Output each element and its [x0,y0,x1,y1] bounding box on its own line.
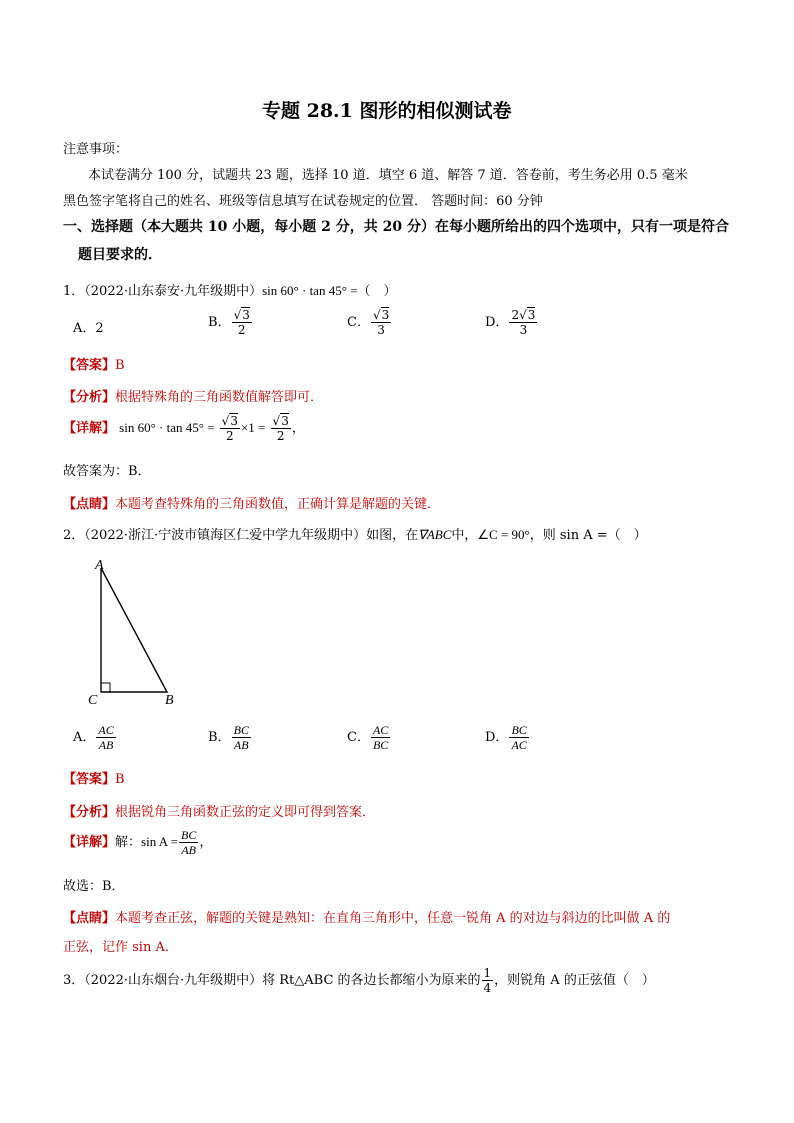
q1-option-a: A．2 [73,321,104,336]
q1-comment: 【点睛】本题考查特殊角的三角函数值，正确计算是解题的关键． [63,497,441,512]
q1-option-b: B． $\frac{√3}{2}$ [208,308,250,337]
notice-heading: 注意事项： [63,142,129,157]
notice-line-2: 黑色签字笔将自己的姓名、班级等信息填写在试卷规定的位置． 答题时间：60 分钟 [63,194,543,209]
q1-answer: 【答案】B [63,358,125,373]
q2-conclusion: 故选：B． [63,879,125,894]
q3-stem: 3．（2022·山东烟台·九年级期中）将 Rt△ABC 的各边长都缩小为原来的 $\frac{1}{4}$ ，则锐角 A 的正弦值（ ） [63,966,655,995]
q2-option-a: A． $\frac{AC}{AB}$ [73,723,114,752]
q2-option-c: C． $\frac{AC}{BC}$ [347,723,389,752]
q1-source: 1．（2022·山东泰安·九年级期中） [63,284,263,299]
vertex-label-a: A [95,558,104,573]
vertex-label-c: C [88,693,98,708]
triangle-abc [101,568,167,692]
notice-line-1: 本试卷满分 100 分，试题共 23 题，选择 10 道．填空 6 道、解答 7 道．答卷前，考生务必用 0.5 毫米 [88,168,688,183]
q2-detail: 【详解】解：sin A = $\frac{BC}{AB}$ ， [63,828,213,857]
q2-answer: 【答案】B [63,772,125,787]
q1-conclusion: 故答案为：B． [63,464,151,479]
q2-comment-line-1: 【点睛】本题考查正弦，解题的关键是熟知：在直角三角形中，任意一锐角 A 的对边与斜边的比叫做 A 的 [63,911,671,926]
q1-option-c: C． $\frac{√3}{3}$ [347,308,390,337]
page-title: 专题 28.1 图形的相似测试卷 [262,100,512,122]
right-angle-mark [101,683,110,692]
q2-comment-line-2: 正弦，记作 sin A． [63,940,178,955]
q1-option-d: D． $\frac{2√3}{3}$ [485,308,536,337]
q1-analysis: 【分析】根据特殊角的三角函数值解答即可． [63,390,324,405]
q2-option-b: B． $\frac{BC}{AB}$ [208,723,249,752]
q1-detail: 【详解】 sin 60° · tan 45° = $\frac{√3}{2}$ ×1 = $\frac{√3}{2}$ ， [63,414,305,443]
q2-analysis: 【分析】根据锐角三角函数正弦的定义即可得到答案． [63,805,376,820]
q1-stem [63,280,397,299]
section-heading-line-2: 题目要求的． [78,247,162,263]
triangle-figure [85,556,195,708]
q1-expression: sin 60° · tan 45° =（ ） [262,283,397,298]
section-heading-line-1: 一、选择题（本大题共 10 小题，每小题 2 分，共 20 分）在每小题所给出的四个选项中，只有一项是符合 [63,219,729,235]
vertex-label-b: B [165,693,174,708]
q2-stem: 2．（2022·浙江·宁波市镇海区仁爱中学九年级期中）如图，在∇ABC中，∠C = 90°，则 sin A =（ ） [63,527,647,543]
q2-option-d: D． $\frac{BC}{AC}$ [485,723,527,752]
